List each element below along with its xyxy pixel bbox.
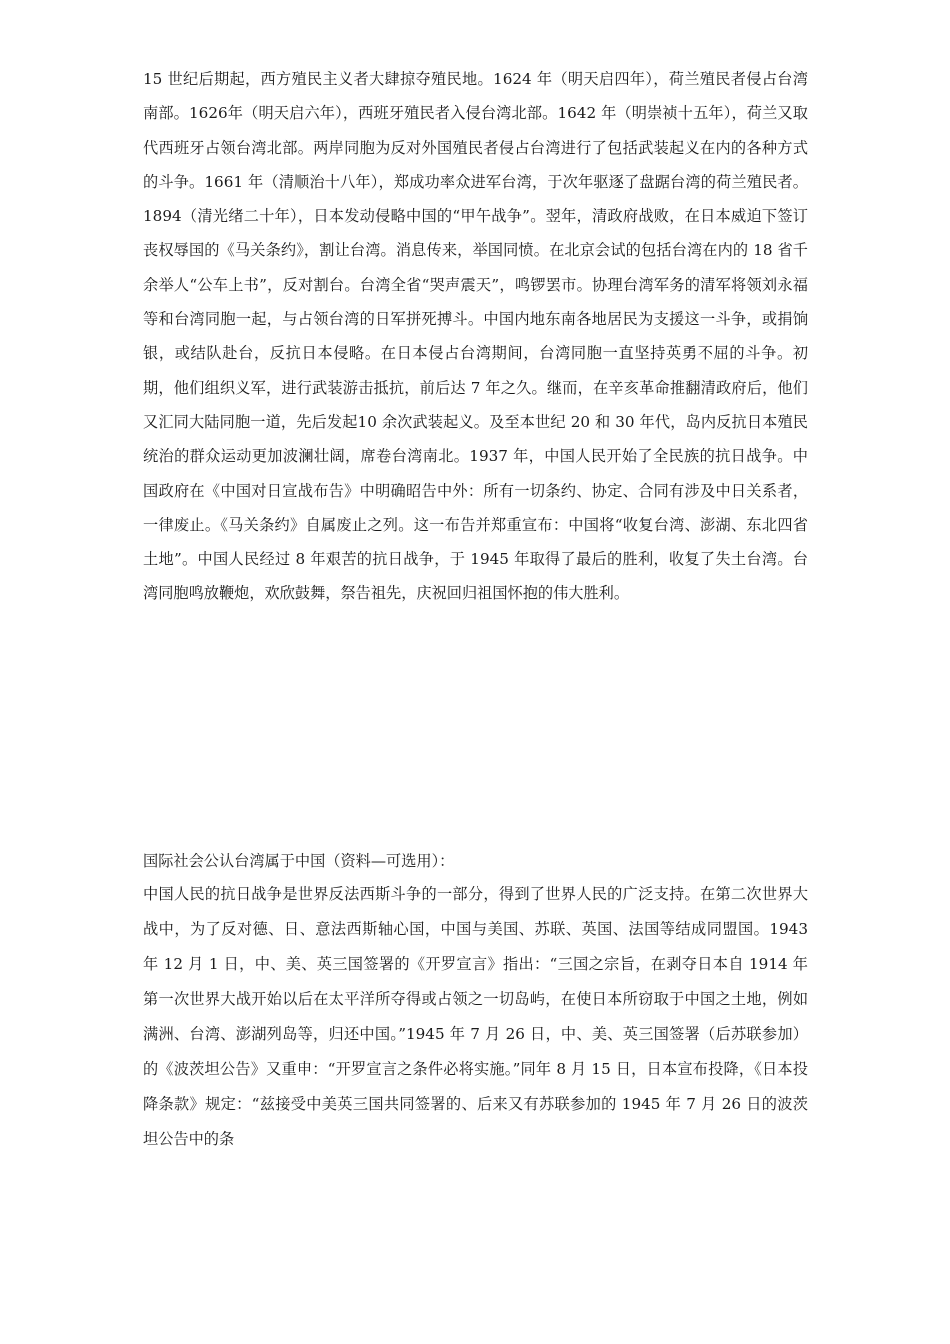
history-paragraph: 15 世纪后期起，西方殖民主义者大肆掠夺殖民地。1624 年（明天启四年），荷兰殖民者侵占台湾南部。1626年（明天启六年），西班牙殖民者入侵台湾北部。1642 年（明崇祯十五年），荷兰又取代西班牙占领台湾北部。两岸同胞为反对外国殖民者侵占台湾进行了包括武装起义在内的各种方式的斗争。1661 年（清顺治十八年），郑成功率众进军台湾，于次年驱逐了盘踞台湾的荷兰殖民者。1894（清光绪二十年），日本发动侵略中国的“甲午战争”。翌年，清政府战败，在日本威迫下签订丧权辱国的《马关条约》，割让台湾。消息传来，举国同愤。在北京会试的包括台湾在内的 18 省千余举人“公车上书”，反对割台。台湾全省“哭声震天”，鸣锣罢市。协理台湾军务的清军将领刘永福等和台湾同胞一起，与占领台湾的日军拼死搏斗。中国内地东南各地居民为支援这一斗争，或捐饷银，或结队赴台，反抗日本侵略。在日本侵占台湾期间，台湾同胞一直坚持英勇不屈的斗争。初期，他们组织义军，进行武装游击抵抗，前后达 7 年之久。继而，在辛亥革命推翻清政府后，他们又汇同大陆同胞一道，先后发起10 余次武装起义。及至本世纪 20 和 30 年代，岛内反抗日本殖民统治的群众运动更加波澜壮阔，席卷台湾南北。1937 年，中国人民开始了全民族的抗日战争。中国政府在《中国对日宣战布告》中明确昭告中外：所有一切条约、协定、合同有涉及中日关系者，一律废止。《马关条约》自属废止之列。这一布告并郑重宣布：中国将“收复台湾、澎湖、东北四省土地”。中国人民经过 8 年艰苦的抗日战争，于 1945 年取得了最后的胜利，收复了失土台湾。台湾同胞鸣放鞭炮，欢欣鼓舞，祭告祖先，庆祝回归祖国怀抱的伟大胜利。: [143, 70, 808, 603]
section-heading: 国际社会公认台湾属于中国（资料—可选用）：: [143, 852, 455, 870]
international-recognition-paragraph: 中国人民的抗日战争是世界反法西斯斗争的一部分，得到了世界人民的广泛支持。在第二次世界大战中，为了反对德、日、意法西斯轴心国，中国与美国、苏联、英国、法国等结成同盟国。1943 年 12 月 1 日，中、美、英三国签署的《开罗宣言》指出：“三国之宗旨，在剥夺日本自 1914 年第一次世界大战开始以后在太平洋所夺得或占领之一切岛屿，在使日本所窃取于中国之土地，例如满洲、台湾、澎湖列岛等，归还中国。”1945 年 7 月 26 日，中、美、英三国签署（后苏联参加）的《波茨坦公告》又重申：“开罗宣言之条件必将实施。”同年 8 月 15 日，日本宣布投降，《日本投降条款》规定：“兹接受中美英三国共同签署的、后来又有苏联参加的 1945 年 7 月 26 日的波茨坦公告中的条: [143, 885, 808, 1148]
